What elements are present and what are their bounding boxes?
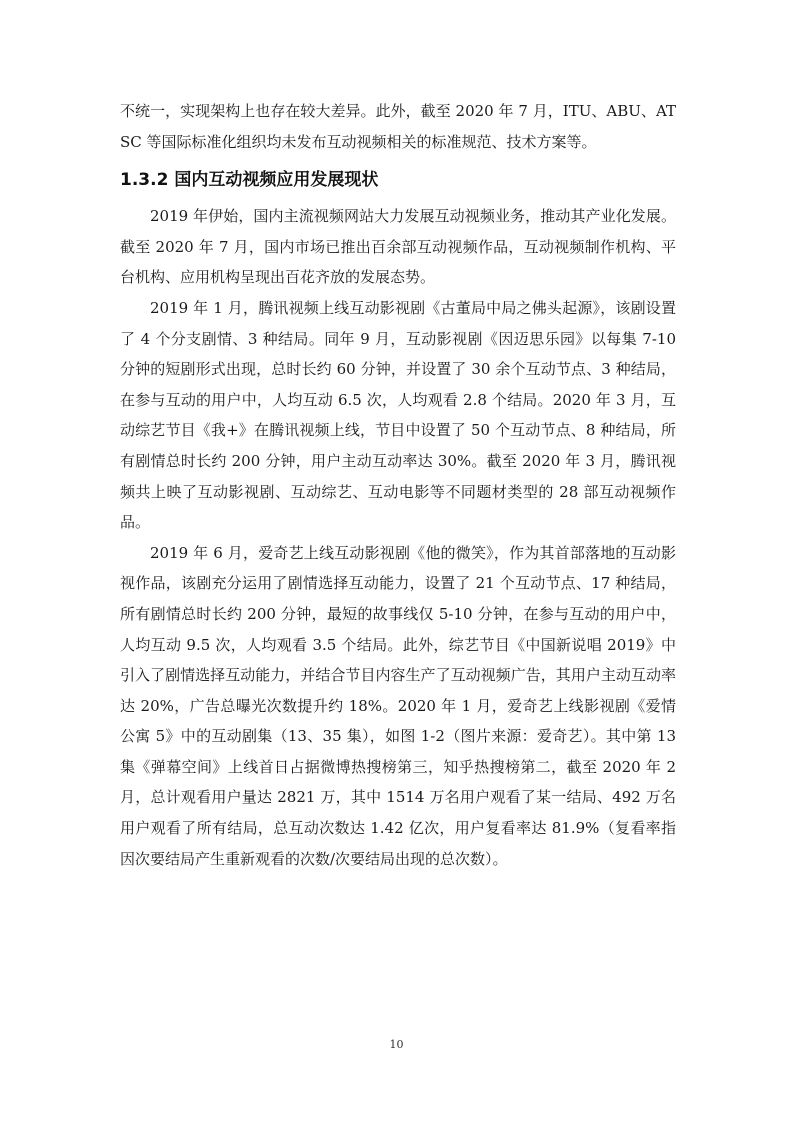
body-paragraph-tencent: 2019 年 1 月，腾讯视频上线互动影视剧《古董局中局之佛头起源》，该剧设置了 4 个分支剧情、3 种结局。同年 9 月，互动影视剧《因迈思乐园》以每集 7-10 分钟的短剧形式出现，总时长约 60 分钟，并设置了 30 余个互动节点、3 种结局，在参与互动的用户中，人均互动 6.5 次，人均观看 2.8 个结局。2020 年 3 月，互动综艺节目《我+》在腾讯视频上线，节目中设置了 50 个互动节点、8 种结局，所有剧情总时长约 200 分钟，用户主动互动率达 30%。截至 2020 年 3 月，腾讯视频共上映了互动影视剧、互动综艺、互动电影等不同题材类型的 28 部互动视频作品。: [120, 298, 676, 532]
body-paragraph-overview: 2019 年伊始，国内主流视频网站大力发展互动视频业务，推动其产业化发展。截至 2020 年 7 月，国内市场已推出百余部互动视频作品，互动视频制作机构、平台机构、应用机构呈现出百花齐放的发展态势。: [120, 207, 676, 287]
continuation-paragraph: 不统一，实现架构上也存在较大差异。此外，截至 2020 年 7 月，ITU、ABU、ATSC 等国际标准化组织均未发布互动视频相关的标准规范、技术方案等。: [120, 102, 676, 151]
page-number: 10: [389, 1038, 404, 1051]
body-paragraph-iqiyi: 2019 年 6 月，爱奇艺上线互动影视剧《他的微笑》，作为其首部落地的互动影视作品，该剧充分运用了剧情选择互动能力，设置了 21 个互动节点、17 种结局，所有剧情总时长约 200 分钟，最短的故事线仅 5-10 分钟，在参与互动的用户中，人均互动 9.5 次，人均观看 3.5 个结局。此外，综艺节目《中国新说唱 2019》中引入了剧情选择互动能力，并结合节目内容生产了互动视频广告，其用户主动互动率达 20%，广告总曝光次数提升约 18%。2020 年 1 月，爱奇艺上线影视剧《爱情公寓 5》中的互动剧集（13、35 集），如图 1-2（图片来源：爱奇艺）。其中第 13 集《弹幕空间》上线首日占据微博热搜榜第三，知乎热搜榜第二，截至 2020 年 2 月，总计观看用户量达 2821 万，其中 1514 万名用户观看了某一结局、492 万名用户观看了所有结局，总互动次数达 1.42 亿次，用户复看率达 81.9%（复看率指因次要结局产生重新观看的次数/次要结局出现的总次数）。: [120, 543, 676, 868]
section-heading: 1.3.2 国内互动视频应用发展现状: [120, 170, 379, 191]
page-body: [120, 96, 676, 874]
